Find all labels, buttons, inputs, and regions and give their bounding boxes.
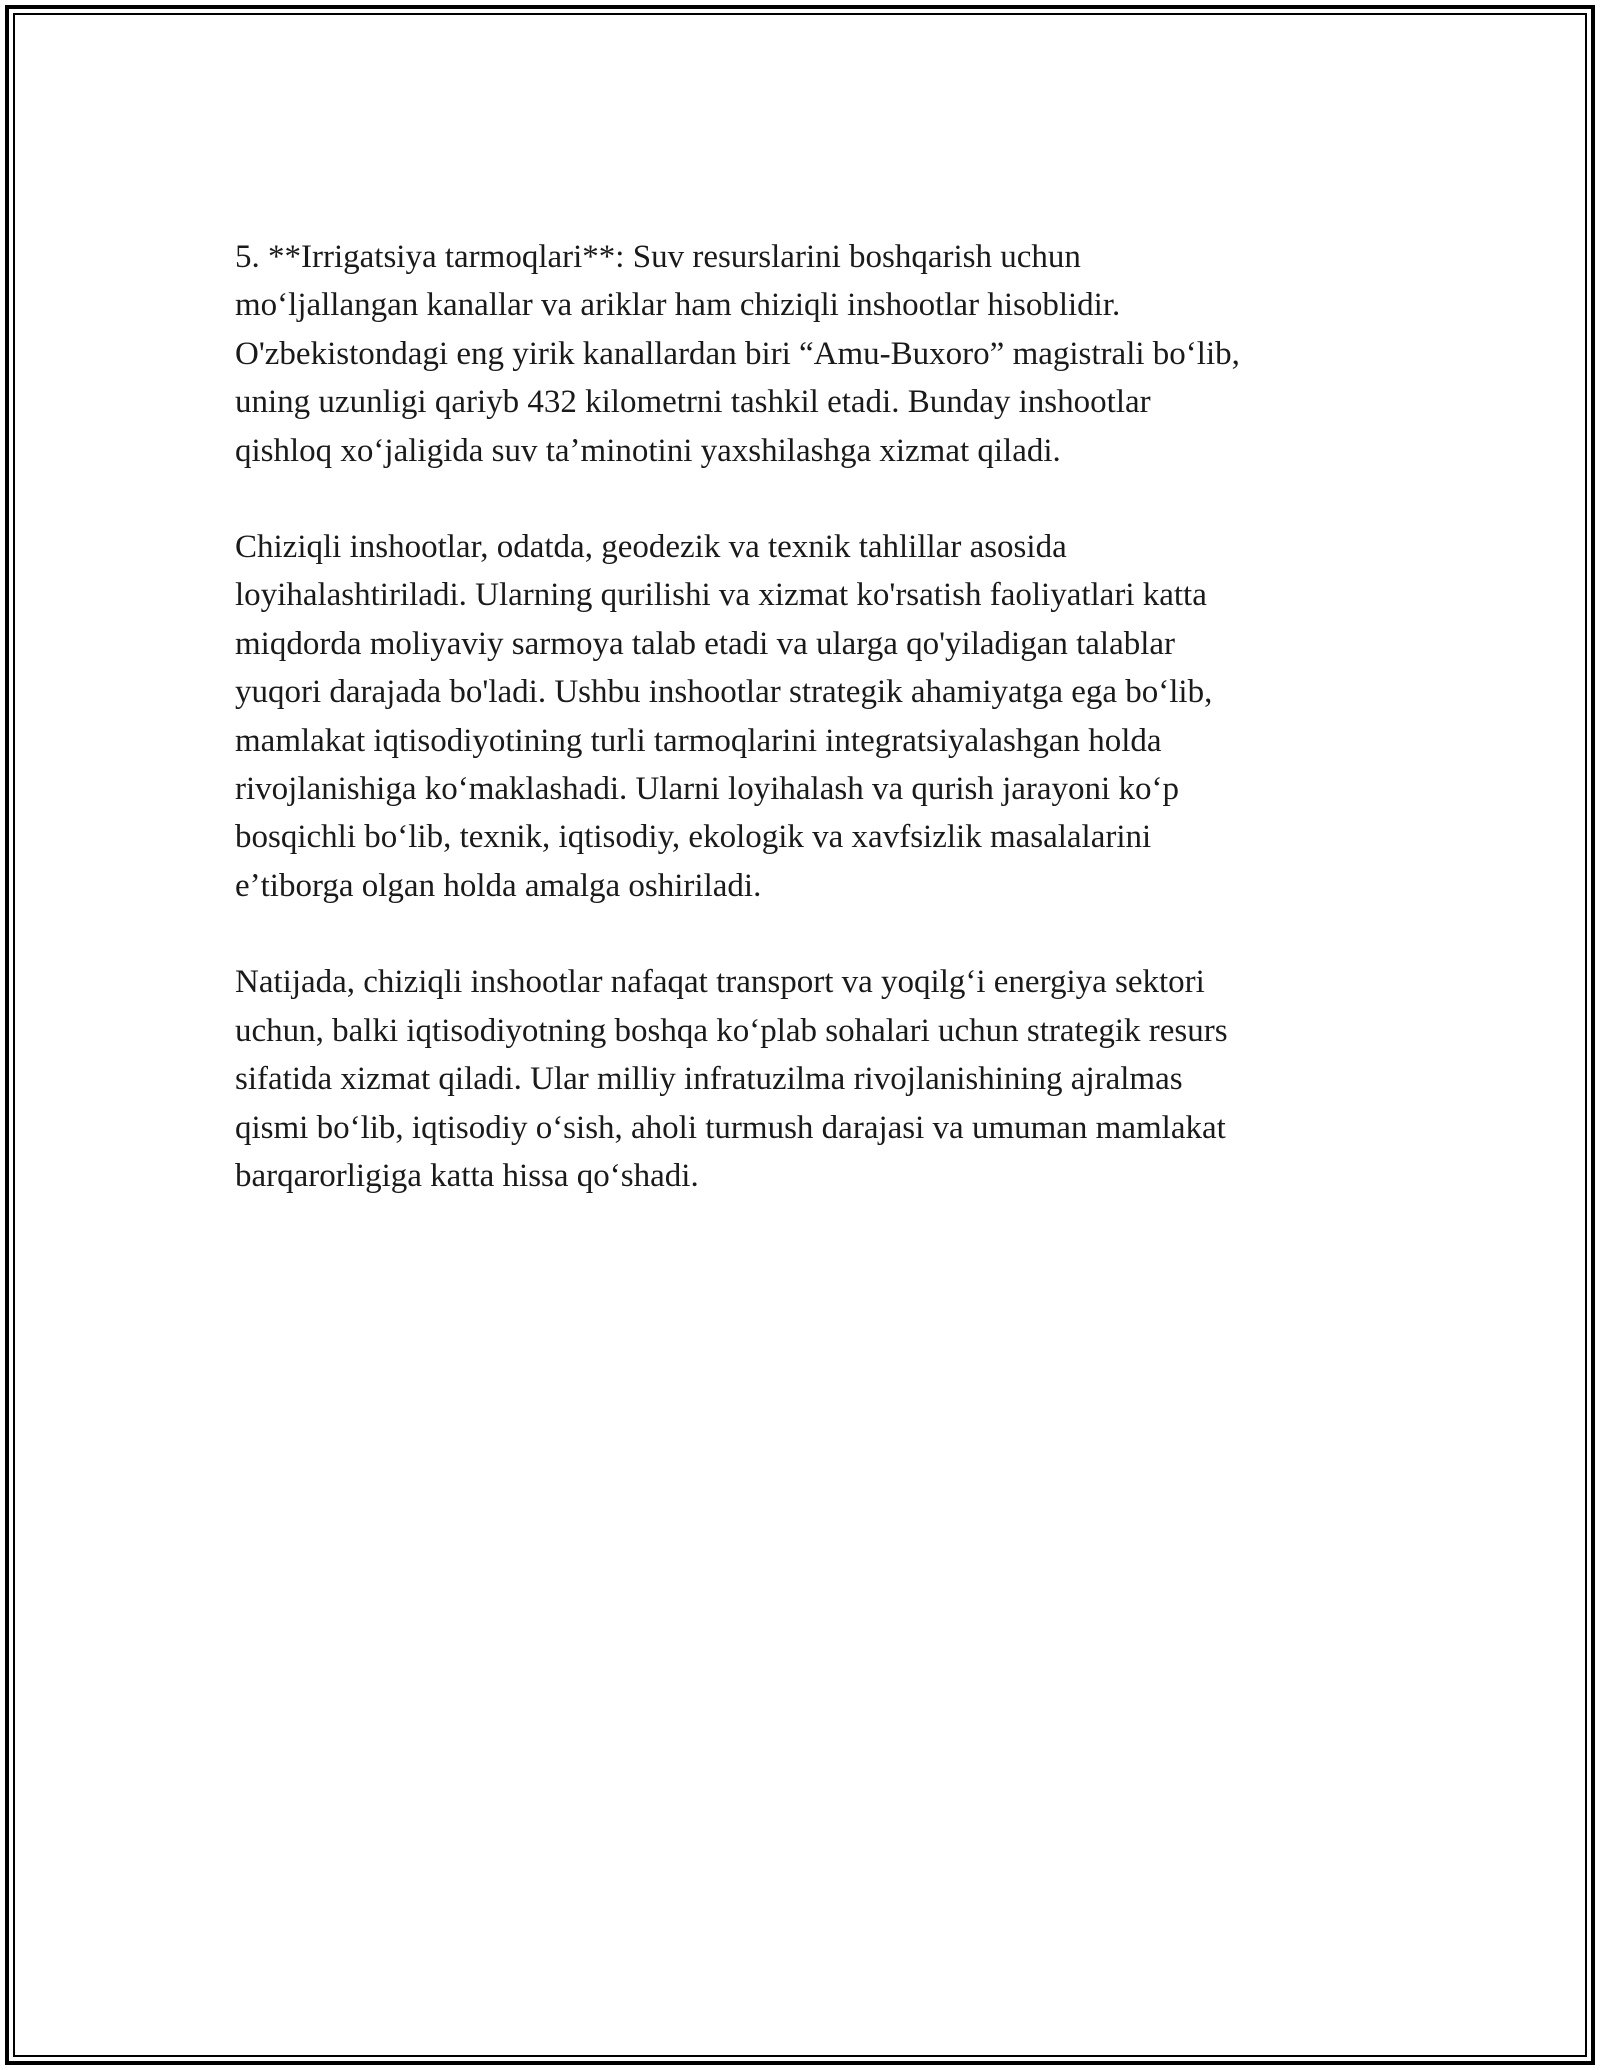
- document-body: [235, 233, 1365, 1248]
- paragraph-linear-structures-design: Chiziqli inshootlar, odatda, geodezik va texnik tahlillar asosida loyihalashtiriladi. Ularning qurilishi va xizmat ko'rsatish faoliyatlari katta miqdorda moliyaviy sarmoya talab etadi va ularga qo'yiladigan talablar yuqori darajada bo'ladi. Ushbu inshootlar strategik ahamiyatga ega boʻlib, mamlakat iqtisodiyotining turli tarmoqlarini integratsiyalashgan holda rivojlanishiga koʻmaklashadi. Ularni loyihalash va qurish jarayoni koʻp bosqichli boʻlib, texnik, iqtisodiy, ekologik va xavfsizlik masalalarini eʼtiborga olgan holda amalga oshiriladi.: [235, 529, 1213, 904]
- paragraph-irrigation-networks: 5. **Irrigatsiya tarmoqlari**: Suv resurslarini boshqarish uchun moʻljallangan kanallar va ariklar ham chiziqli inshootlar hisoblidir. O'zbekistondagi eng yirik kanallardan biri “Amu-Buxoro” magistrali boʻlib, uning uzunligi qariyb 432 kilometrni tashkil etadi. Bunday inshootlar qishloq xoʻjaligida suv taʼminotini yaxshilashga xizmat qiladi.: [235, 239, 1240, 469]
- paragraph-conclusion: Natijada, chiziqli inshootlar nafaqat transport va yoqilgʻi energiya sektori uchun, balki iqtisodiyotning boshqa koʻplab sohalari uchun strategik resurs sifatida xizmat qiladi. Ular milliy infratuzilma rivojlanishining ajralmas qismi boʻlib, iqtisodiy oʻsish, aholi turmush darajasi va umuman mamlakat barqarorligiga katta hissa qoʻshadi.: [235, 964, 1228, 1194]
